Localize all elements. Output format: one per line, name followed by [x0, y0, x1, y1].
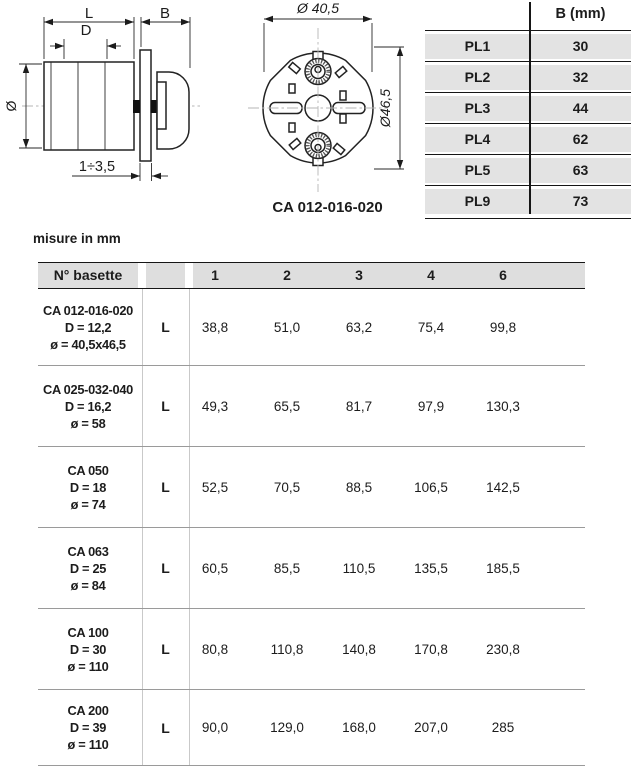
- model-cell: [38, 447, 138, 527]
- units-note: misure in mm: [33, 231, 121, 246]
- model-dia: ø = 110: [67, 737, 109, 752]
- value-cell: 135,5: [414, 560, 448, 576]
- model-name: CA 063: [67, 543, 109, 559]
- table-row: [425, 127, 631, 152]
- handle-model: PL2: [464, 69, 491, 85]
- value-cell: 75,4: [417, 319, 445, 335]
- model-name: CA 200: [67, 703, 109, 718]
- table-row: [38, 609, 585, 690]
- dim-label-panel-thickness: 1÷3,5: [78, 159, 116, 175]
- value-cell: 129,0: [270, 720, 304, 735]
- b-value: 63: [572, 162, 589, 178]
- value-cell: 110,8: [270, 641, 304, 657]
- table-row: [425, 34, 631, 59]
- value-cell: 81,7: [345, 398, 373, 414]
- value-cell: 207,0: [414, 720, 448, 735]
- front-view-drawing: [240, 0, 415, 196]
- handle-model: PL9: [464, 193, 491, 209]
- shaft-block: [133, 100, 140, 113]
- handle-model: PL3: [464, 100, 491, 116]
- value-cell: 90,0: [201, 720, 229, 735]
- knob-face: [157, 82, 166, 129]
- value-cell: 52,5: [201, 479, 229, 495]
- model-name: CA 012-016-020: [43, 302, 133, 318]
- dim-label-width: Ø 40,5: [296, 0, 340, 16]
- value-cell: 85,5: [273, 560, 301, 576]
- b-value: 32: [572, 69, 589, 85]
- dim-label-B: B: [159, 5, 171, 22]
- value-cell: 49,3: [201, 398, 229, 414]
- value-cell: 230,8: [486, 641, 520, 657]
- model-cell: [38, 289, 138, 365]
- value-cell: 88,5: [345, 479, 373, 495]
- value-cell: 65,5: [273, 398, 301, 414]
- side-view-drawing: [2, 2, 217, 194]
- column-header-basette: N° basette: [53, 267, 123, 283]
- dim-symbol: L: [161, 398, 170, 414]
- column-header-pole: 2: [283, 267, 291, 283]
- b-value: 62: [572, 131, 589, 147]
- model-dia: ø = 110: [67, 658, 109, 674]
- model-cell: [38, 690, 138, 765]
- dim-symbol: L: [161, 641, 170, 657]
- model-d: D = 25: [69, 560, 107, 576]
- value-cell: 142,5: [486, 479, 520, 495]
- handle-model: PL4: [464, 131, 491, 147]
- dim-symbol: L: [161, 560, 170, 576]
- table-row: [425, 96, 631, 121]
- column-header-pole: 6: [499, 267, 507, 283]
- column-divider: [529, 2, 531, 214]
- value-cell: 168,0: [342, 720, 376, 735]
- value-cell: 80,8: [201, 641, 229, 657]
- dim-label-diameter: Ø: [3, 100, 19, 112]
- model-d: D = 12,2: [64, 319, 112, 335]
- model-dia: ø = 40,5x46,5: [50, 336, 126, 352]
- dim-symbol: L: [161, 479, 170, 495]
- dim-symbol: L: [161, 319, 170, 335]
- value-cell: 63,2: [345, 319, 373, 335]
- value-cell: 51,0: [273, 319, 301, 335]
- value-cell: 99,8: [489, 319, 517, 335]
- dim-label-D: D: [80, 22, 92, 39]
- column-header-pole: 4: [427, 267, 435, 283]
- table-row: [425, 65, 631, 90]
- model-dia: ø = 58: [70, 415, 106, 431]
- model-cell: [38, 528, 138, 608]
- value-cell: 70,5: [273, 479, 301, 495]
- table-row: [38, 447, 585, 528]
- model-name: CA 050: [67, 462, 109, 478]
- table-row: [38, 528, 585, 609]
- handle-model: PL5: [464, 162, 491, 178]
- table-row: [425, 189, 631, 214]
- column-header-pole: 3: [355, 267, 363, 283]
- b-value: 44: [572, 100, 589, 116]
- model-dia: ø = 74: [70, 496, 106, 512]
- value-cell: 130,3: [486, 398, 520, 414]
- b-table-header: B (mm): [555, 6, 606, 22]
- value-cell: 97,9: [417, 398, 445, 414]
- b-dimension-table: [425, 2, 631, 219]
- main-table-header: [38, 262, 585, 289]
- value-cell: 285: [491, 720, 515, 735]
- front-view-caption: CA 012-016-020: [272, 199, 383, 216]
- value-cell: 110,5: [342, 560, 376, 576]
- switch-body: [44, 62, 134, 150]
- dim-symbol: L: [161, 719, 170, 736]
- b-value: 30: [572, 38, 589, 54]
- table-row: [38, 366, 585, 447]
- value-cell: 106,5: [414, 479, 448, 495]
- model-d: D = 18: [69, 479, 107, 495]
- value-cell: 140,8: [342, 641, 376, 657]
- model-cell: [38, 609, 138, 689]
- value-cell: 185,5: [486, 560, 520, 576]
- model-d: D = 30: [69, 641, 107, 657]
- value-cell: 170,8: [414, 641, 448, 657]
- b-value: 73: [572, 193, 589, 209]
- handle-model: PL1: [464, 38, 491, 54]
- main-dimension-table: [38, 262, 585, 766]
- dim-label-height: Ø46,5: [377, 88, 393, 128]
- model-cell: [38, 366, 138, 446]
- value-cell: 38,8: [201, 319, 229, 335]
- table-row: [38, 289, 585, 366]
- table-row: [38, 690, 585, 766]
- model-name: CA 025-032-040: [43, 381, 133, 397]
- mounting-flange: [140, 50, 151, 161]
- model-name: CA 100: [67, 624, 109, 640]
- table-row: [425, 158, 631, 183]
- model-d: D = 16,2: [64, 398, 112, 414]
- model-dia: ø = 84: [70, 577, 106, 593]
- shaft-block: [151, 100, 158, 113]
- dim-label-L: L: [84, 5, 94, 22]
- model-d: D = 39: [69, 720, 107, 735]
- column-header-pole: 1: [211, 267, 219, 283]
- value-cell: 60,5: [201, 560, 229, 576]
